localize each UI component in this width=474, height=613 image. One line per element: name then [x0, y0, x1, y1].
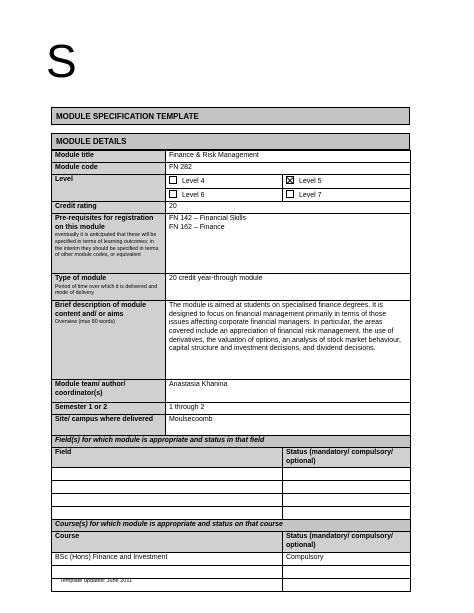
- prerequisite-item: FN 142 – Financial Skills: [169, 215, 247, 223]
- course-cell[interactable]: BSc (Hons) Finance and Investment: [52, 552, 283, 565]
- prerequisites-cell: [52, 214, 166, 274]
- field-status-cell[interactable]: [283, 468, 411, 481]
- field-cell[interactable]: [52, 468, 283, 481]
- module-team-value[interactable]: Anastasia Khanina: [166, 380, 411, 403]
- module-details-banner: [51, 133, 410, 150]
- level-7-text: Level 7: [299, 191, 322, 199]
- level-option-6[interactable]: [166, 188, 283, 202]
- level-option-7[interactable]: [283, 188, 411, 202]
- module-details-table: [51, 150, 411, 592]
- template-title: MODULE SPECIFICATION TEMPLATE: [56, 111, 199, 121]
- brief-description-value[interactable]: The module is aimed at students on specialised finance degrees. It is designed to focus on financial management primarily in terms of those issues affecting corporate financial managers. In particular, the areas covered include an appreciation of financial risk management, the use of derivatives, the valuation of options, an analysis of stock market behaviour, capital structure and investment decisions, and dividend decisions.: [166, 301, 411, 380]
- row-brief-description: [52, 301, 411, 380]
- course-status-column-header: Status (mandatory/ compulsory/ optional): [283, 532, 411, 552]
- courses-section-header: [52, 520, 411, 532]
- module-details-title: MODULE DETAILS: [56, 137, 127, 146]
- fields-section-title: Field(s) for which module is appropriate and status in that field: [52, 436, 411, 448]
- courses-column-headers: [52, 532, 411, 552]
- course-status-cell[interactable]: [283, 578, 411, 591]
- template-title-banner: [51, 107, 410, 125]
- row-semester: [52, 403, 411, 415]
- brief-description-note: Overview (max 80 words): [55, 319, 116, 326]
- level-7-checkbox[interactable]: [286, 190, 294, 198]
- course-status-cell[interactable]: [283, 565, 411, 578]
- semester-value[interactable]: 1 through 2: [166, 403, 411, 415]
- type-of-module-cell: [52, 274, 166, 301]
- level-6-checkbox[interactable]: [169, 190, 177, 198]
- row-module-code: [52, 163, 411, 175]
- table-row: [52, 468, 411, 481]
- site-label: Site/ campus where delivered: [52, 415, 166, 436]
- field-column-header: Field: [52, 448, 283, 468]
- level-5-text: Level 5: [299, 178, 322, 185]
- courses-section-title: Course(s) for which module is appropriate and status on that course: [52, 520, 411, 532]
- brief-description-label: Brief description of module content and/ or aims: [55, 302, 147, 318]
- fields-section-header: [52, 436, 411, 448]
- table-row: [52, 552, 411, 565]
- module-title-label: Module title: [52, 151, 166, 163]
- row-module-team: [52, 380, 411, 403]
- field-cell[interactable]: [52, 494, 283, 507]
- field-status-cell[interactable]: [283, 494, 411, 507]
- prerequisites-value[interactable]: [166, 214, 411, 274]
- row-type-of-module: [52, 274, 411, 301]
- module-title-value[interactable]: Finance & Risk Management: [166, 151, 411, 163]
- level-4-text: Level 4: [182, 178, 205, 185]
- row-level-a: [52, 175, 411, 189]
- row-site: [52, 415, 411, 436]
- course-column-header: Course: [52, 532, 283, 552]
- course-cell[interactable]: [52, 565, 283, 578]
- prerequisite-item: FN 162 – Finance: [169, 223, 225, 231]
- prerequisites-label: Pre-requisites for registration on this module: [55, 215, 154, 231]
- site-value[interactable]: Moulsecoomb: [166, 415, 411, 436]
- level-option-4[interactable]: [166, 175, 283, 189]
- module-code-label: Module code: [52, 163, 166, 175]
- credit-rating-value[interactable]: 20: [166, 202, 411, 214]
- level-5-checkbox[interactable]: [286, 176, 294, 184]
- level-6-text: Level 6: [182, 191, 205, 199]
- semester-label: Semester 1 or 2: [52, 403, 166, 415]
- logo: S: [46, 35, 77, 87]
- type-of-module-note: Period of time over which it is delivered and mode of delivery: [55, 283, 158, 297]
- level-4-checkbox[interactable]: [169, 176, 177, 184]
- field-status-cell[interactable]: [283, 481, 411, 494]
- level-label: Level: [52, 175, 166, 202]
- type-of-module-value[interactable]: 20 credit year-through module: [166, 274, 411, 301]
- module-code-value[interactable]: FN 282: [166, 163, 411, 175]
- row-prerequisites: [52, 214, 411, 274]
- prerequisites-note: eventually it is anticipated that these will be specified in terms of learning outcomes; in the interim they should be specified in terms of other module codes, or equivalent: [55, 232, 159, 259]
- row-credit-rating: [52, 202, 411, 214]
- level-option-5[interactable]: [283, 175, 411, 189]
- table-row: [52, 481, 411, 494]
- brief-description-cell: [52, 301, 166, 380]
- credit-rating-label: Credit rating: [52, 202, 166, 214]
- field-status-column-header: Status (mandatory/ compulsory/ optional): [283, 448, 411, 468]
- field-status-cell[interactable]: [283, 507, 411, 520]
- table-row: [52, 494, 411, 507]
- module-team-label: Module team/ author/ coordinator(s): [52, 380, 166, 403]
- row-module-title: [52, 151, 411, 163]
- type-of-module-label: Type of module: [55, 275, 107, 283]
- course-status-cell[interactable]: Compulsory: [283, 552, 411, 565]
- table-row: [52, 507, 411, 520]
- footer-note: Template updated: June 2011: [60, 578, 133, 584]
- fields-column-headers: [52, 448, 411, 468]
- table-row: [52, 565, 411, 578]
- field-cell[interactable]: [52, 481, 283, 494]
- field-cell[interactable]: [52, 507, 283, 520]
